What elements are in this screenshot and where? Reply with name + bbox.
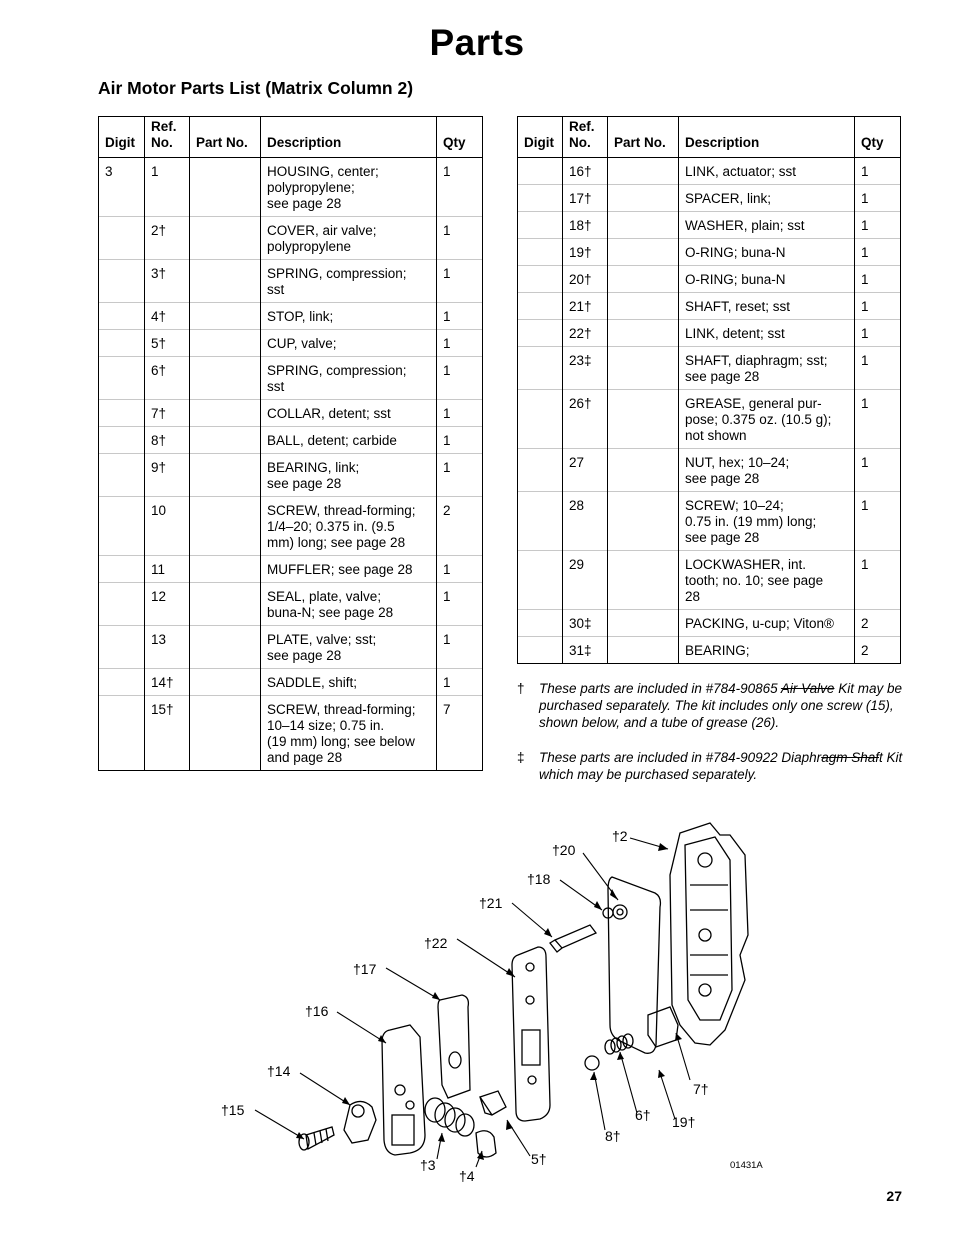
detent-spring-drawing: [605, 1034, 633, 1054]
part-no-cell: [190, 357, 261, 400]
callout-17: †17: [353, 961, 377, 977]
table-row: [518, 320, 901, 347]
description-line: SPRING, compression;: [267, 266, 407, 281]
ref-no-cell: 4†: [145, 303, 190, 330]
part-no-cell: [608, 293, 679, 320]
part-no-cell: [190, 158, 261, 217]
description-cell: [679, 610, 855, 637]
page-number: 27: [886, 1188, 902, 1204]
description-line: polypropylene: [267, 239, 352, 254]
qty-cell: 1: [437, 427, 483, 454]
qty-cell: 1: [437, 303, 483, 330]
description-line: 10–14 size; 0.75 in.: [267, 718, 385, 733]
ref-no-cell: 2†: [145, 217, 190, 260]
description-cell: [679, 266, 855, 293]
description-cell: [261, 454, 437, 497]
link-spacer-drawing: [438, 995, 470, 1098]
qty-cell: 1: [437, 217, 483, 260]
callout-22: †22: [424, 935, 448, 951]
description-line: polypropylene;: [267, 180, 355, 195]
description-line: 28: [685, 589, 701, 604]
ref-no-cell: 31‡: [563, 637, 608, 664]
description-line: sst: [267, 379, 285, 394]
detent-collar-drawing: [648, 1007, 678, 1047]
description-line: PLATE, valve; sst;: [267, 632, 377, 647]
table-row: [518, 449, 901, 492]
description-cell: [261, 400, 437, 427]
footnote-text: These parts are included in #784-90922 Diaphragm Shaft Kit which may be purchased separately.: [539, 750, 903, 782]
part-no-cell: [608, 266, 679, 293]
ref-no-cell: 20†: [563, 266, 608, 293]
description-cell: [261, 427, 437, 454]
digit-cell: [518, 390, 563, 449]
description-cell: [261, 583, 437, 626]
table-row: [518, 492, 901, 551]
table-header-row: [99, 117, 483, 158]
qty-cell: 7: [437, 696, 483, 771]
qty-cell: 1: [437, 454, 483, 497]
digit-cell: [99, 696, 145, 771]
table-row: [518, 158, 901, 185]
part-no-cell: [190, 400, 261, 427]
header-qty: Qty: [855, 117, 901, 158]
digit-cell: [518, 293, 563, 320]
description-cell: [679, 449, 855, 492]
part-no-cell: [608, 239, 679, 266]
description-line: buna-N; see page 28: [267, 605, 394, 620]
description-line: MUFFLER; see page 28: [267, 562, 413, 577]
part-no-cell: [190, 217, 261, 260]
ref-no-cell: 29: [563, 551, 608, 610]
part-no-cell: [608, 610, 679, 637]
part-no-cell: [608, 320, 679, 347]
description-line: (19 mm) long; see below: [267, 734, 415, 749]
description-cell: [679, 185, 855, 212]
header-digit: Digit: [99, 117, 145, 158]
qty-cell: 1: [437, 330, 483, 357]
description-line: sst: [267, 282, 285, 297]
digit-cell: [99, 217, 145, 260]
table-row: [99, 427, 483, 454]
digit-cell: [99, 357, 145, 400]
table-row: [99, 583, 483, 626]
ref-no-cell: 6†: [145, 357, 190, 400]
part-no-cell: [608, 492, 679, 551]
table-row: [518, 390, 901, 449]
qty-cell: 1: [855, 320, 901, 347]
description-line: HOUSING, center;: [267, 164, 379, 179]
reset-shaft-drawing: [550, 925, 596, 952]
description-line: pose; 0.375 oz. (10.5 g);: [685, 412, 832, 427]
description-cell: [261, 497, 437, 556]
callout-18: †18: [527, 871, 551, 887]
digit-cell: [518, 347, 563, 390]
description-cell: [261, 696, 437, 771]
table-header-row: [518, 117, 901, 158]
ref-no-cell: 16†: [563, 158, 608, 185]
digit-cell: [518, 637, 563, 664]
table-row: [99, 303, 483, 330]
table-row: [99, 158, 483, 217]
digit-cell: [99, 260, 145, 303]
description-line: SHAFT, diaphragm; sst;: [685, 353, 828, 368]
callout-21: †21: [479, 895, 503, 911]
description-line: STOP, link;: [267, 309, 334, 324]
description-line: SCREW, thread-forming;: [267, 702, 416, 717]
qty-cell: 1: [855, 293, 901, 320]
part-no-cell: [190, 303, 261, 330]
footnote-dagger: [517, 680, 927, 731]
description-cell: [261, 669, 437, 696]
description-cell: [679, 320, 855, 347]
table-row: [99, 669, 483, 696]
part-no-cell: [608, 637, 679, 664]
table-row: [99, 626, 483, 669]
ref-no-cell: 21†: [563, 293, 608, 320]
description-line: COVER, air valve;: [267, 223, 377, 238]
table-row: [518, 610, 901, 637]
ref-no-cell: 5†: [145, 330, 190, 357]
header-part-no: Part No.: [608, 117, 679, 158]
table-row: [99, 260, 483, 303]
description-line: SADDLE, shift;: [267, 675, 358, 690]
gasket-drawing: [608, 877, 660, 1053]
page-title: Parts: [429, 22, 525, 63]
digit-cell: [518, 449, 563, 492]
part-no-cell: [190, 696, 261, 771]
digit-cell: [518, 239, 563, 266]
callout-7: 7†: [693, 1081, 709, 1097]
header-description: Description: [261, 117, 437, 158]
actuator-link-drawing: [382, 1025, 425, 1155]
description-cell: [261, 217, 437, 260]
description-line: CUP, valve;: [267, 336, 337, 351]
ref-no-cell: 18†: [563, 212, 608, 239]
ref-no-cell: 23‡: [563, 347, 608, 390]
digit-cell: [99, 669, 145, 696]
table-row: [518, 551, 901, 610]
qty-cell: 1: [855, 239, 901, 266]
description-line: GREASE, general pur-: [685, 396, 822, 411]
part-no-cell: [190, 454, 261, 497]
digit-cell: [518, 158, 563, 185]
part-no-cell: [190, 260, 261, 303]
callout-15: †15: [221, 1102, 245, 1118]
description-line: SPRING, compression;: [267, 363, 407, 378]
description-line: SCREW; 10–24;: [685, 498, 784, 513]
description-line: see page 28: [685, 471, 760, 486]
description-cell: [261, 303, 437, 330]
qty-cell: 1: [855, 212, 901, 239]
digit-cell: [99, 400, 145, 427]
dagger-mark: †: [517, 681, 525, 696]
ref-no-cell: 17†: [563, 185, 608, 212]
qty-cell: 1: [437, 400, 483, 427]
description-cell: [261, 556, 437, 583]
part-no-cell: [190, 583, 261, 626]
qty-cell: 1: [855, 266, 901, 293]
table-row: [518, 637, 901, 664]
table-row: [99, 556, 483, 583]
link-stop-drawing: [476, 1131, 496, 1157]
description-cell: [679, 347, 855, 390]
part-no-cell: [608, 158, 679, 185]
part-no-cell: [608, 449, 679, 492]
qty-cell: 1: [855, 492, 901, 551]
description-line: see page 28: [685, 530, 760, 545]
description-cell: [261, 158, 437, 217]
air-valve-cover-drawing: [670, 823, 748, 1045]
description-line: SPACER, link;: [685, 191, 772, 206]
ref-no-cell: 14†: [145, 669, 190, 696]
qty-cell: 2: [855, 610, 901, 637]
header-ref-no: Ref. No.: [145, 117, 190, 158]
header-description: Description: [679, 117, 855, 158]
digit-cell: [99, 556, 145, 583]
description-cell: [679, 492, 855, 551]
description-line: not shown: [685, 428, 747, 443]
digit-cell: 3: [99, 158, 145, 217]
part-no-cell: [608, 390, 679, 449]
ref-no-cell: 8†: [145, 427, 190, 454]
digit-cell: [99, 454, 145, 497]
description-cell: [679, 293, 855, 320]
description-line: SEAL, plate, valve;: [267, 589, 382, 604]
digit-cell: [518, 185, 563, 212]
qty-cell: 1: [437, 357, 483, 400]
qty-cell: 1: [855, 347, 901, 390]
ref-no-cell: 9†: [145, 454, 190, 497]
callout-5: 5†: [531, 1151, 547, 1167]
table-row: [518, 347, 901, 390]
description-line: O-RING; buna-N: [685, 245, 786, 260]
callout-19: 19†: [672, 1114, 696, 1130]
qty-cell: 1: [437, 669, 483, 696]
header-part-no: Part No.: [190, 117, 261, 158]
callout-6: 6†: [635, 1107, 651, 1123]
compression-spring-drawing: [425, 1098, 474, 1136]
header-digit: Digit: [518, 117, 563, 158]
description-line: BEARING;: [685, 643, 750, 658]
ref-no-cell: 11: [145, 556, 190, 583]
qty-cell: 1: [855, 551, 901, 610]
description-line: WASHER, plain; sst: [685, 218, 805, 233]
part-no-cell: [190, 330, 261, 357]
part-no-cell: [190, 556, 261, 583]
digit-cell: [518, 266, 563, 293]
part-no-cell: [608, 347, 679, 390]
callout-3: †3: [420, 1157, 436, 1173]
qty-cell: 1: [855, 390, 901, 449]
footnote-double-dagger: [517, 749, 927, 783]
ref-no-cell: 26†: [563, 390, 608, 449]
qty-cell: 1: [437, 626, 483, 669]
description-line: O-RING; buna-N: [685, 272, 786, 287]
description-line: LINK, actuator; sst: [685, 164, 797, 179]
part-no-cell: [608, 185, 679, 212]
footnotes: [517, 680, 927, 801]
callout-14: †14: [267, 1063, 291, 1079]
description-line: and page 28: [267, 750, 343, 765]
table-row: [99, 400, 483, 427]
description-line: PACKING, u-cup; Viton®: [685, 616, 835, 631]
description-cell: [261, 330, 437, 357]
ref-no-cell: 12: [145, 583, 190, 626]
ref-no-cell: 7†: [145, 400, 190, 427]
header-ref-no: Ref. No.: [563, 117, 608, 158]
qty-cell: 1: [437, 260, 483, 303]
table-row: [99, 330, 483, 357]
description-line: mm) long; see page 28: [267, 535, 406, 550]
footnote-text: These parts are included in #784-90865 Air Valve Kit may be purchased separately. The kit includes only one screw (15), shown below, and a tube of grease (26).: [539, 681, 902, 730]
qty-cell: 1: [437, 158, 483, 217]
ref-no-cell: 19†: [563, 239, 608, 266]
digit-cell: [99, 583, 145, 626]
callout-8: 8†: [605, 1128, 621, 1144]
thread-forming-screw-drawing: [299, 1127, 334, 1150]
callout-16: †16: [305, 1003, 329, 1019]
description-line: 0.75 in. (19 mm) long;: [685, 514, 817, 529]
table-row: [518, 185, 901, 212]
table-row: [518, 293, 901, 320]
description-line: see page 28: [267, 196, 342, 211]
table-row: [99, 454, 483, 497]
part-no-cell: [190, 669, 261, 696]
description-line: 1/4–20; 0.375 in. (9.5: [267, 519, 395, 534]
description-line: BEARING, link;: [267, 460, 360, 475]
figure-id: 01431A: [730, 1160, 763, 1171]
digit-cell: [518, 212, 563, 239]
description-line: BALL, detent; carbide: [267, 433, 397, 448]
table-row: [518, 266, 901, 293]
description-cell: [261, 357, 437, 400]
digit-cell: [99, 330, 145, 357]
description-cell: [679, 551, 855, 610]
table-row: [518, 212, 901, 239]
digit-cell: [518, 551, 563, 610]
qty-cell: 1: [855, 158, 901, 185]
digit-cell: [518, 320, 563, 347]
part-no-cell: [190, 497, 261, 556]
description-cell: [261, 626, 437, 669]
exploded-parts-diagram: [200, 815, 763, 1185]
description-cell: [679, 212, 855, 239]
digit-cell: [99, 427, 145, 454]
header-qty: Qty: [437, 117, 483, 158]
callout-20: †20: [552, 842, 576, 858]
parts-table-right: [517, 116, 901, 664]
description-cell: [679, 239, 855, 266]
table-row: [518, 239, 901, 266]
table-row: [99, 217, 483, 260]
description-line: see page 28: [267, 476, 342, 491]
ref-no-cell: 22†: [563, 320, 608, 347]
ref-no-cell: 1: [145, 158, 190, 217]
qty-cell: 1: [437, 583, 483, 626]
description-line: see page 28: [267, 648, 342, 663]
qty-cell: 1: [855, 185, 901, 212]
digit-cell: [99, 303, 145, 330]
callout-4: †4: [459, 1168, 475, 1184]
description-line: LOCKWASHER, int.: [685, 557, 807, 572]
qty-cell: 1: [437, 556, 483, 583]
part-no-cell: [608, 551, 679, 610]
description-cell: [679, 390, 855, 449]
shift-saddle-drawing: [344, 1101, 376, 1143]
ref-no-cell: 28: [563, 492, 608, 551]
description-cell: [679, 637, 855, 664]
part-no-cell: [190, 626, 261, 669]
description-line: SCREW, thread-forming;: [267, 503, 416, 518]
table-row: [99, 357, 483, 400]
ref-no-cell: 10: [145, 497, 190, 556]
description-line: COLLAR, detent; sst: [267, 406, 391, 421]
qty-cell: 2: [437, 497, 483, 556]
description-line: NUT, hex; 10–24;: [685, 455, 790, 470]
part-no-cell: [608, 212, 679, 239]
table-row: [99, 696, 483, 771]
digit-cell: [99, 626, 145, 669]
detent-ball-drawing: [585, 1056, 599, 1070]
ref-no-cell: 13: [145, 626, 190, 669]
part-no-cell: [190, 427, 261, 454]
description-line: LINK, detent; sst: [685, 326, 785, 341]
digit-cell: [99, 497, 145, 556]
description-cell: [679, 158, 855, 185]
ref-no-cell: 30‡: [563, 610, 608, 637]
table-row: [99, 497, 483, 556]
ref-no-cell: 3†: [145, 260, 190, 303]
detent-link-drawing: [512, 947, 550, 1121]
qty-cell: 1: [855, 449, 901, 492]
description-line: SHAFT, reset; sst: [685, 299, 791, 314]
digit-cell: [518, 492, 563, 551]
description-line: see page 28: [685, 369, 760, 384]
digit-cell: [518, 610, 563, 637]
ref-no-cell: 27: [563, 449, 608, 492]
qty-cell: 2: [855, 637, 901, 664]
ref-no-cell: 15†: [145, 696, 190, 771]
valve-cup-drawing: [480, 1091, 506, 1115]
parts-table-left: [98, 116, 483, 771]
callout-2: †2: [612, 828, 628, 844]
description-cell: [261, 260, 437, 303]
description-line: tooth; no. 10; see page: [685, 573, 824, 588]
section-title: Air Motor Parts List (Matrix Column 2): [98, 78, 414, 98]
double-dagger-mark: ‡: [517, 750, 525, 765]
